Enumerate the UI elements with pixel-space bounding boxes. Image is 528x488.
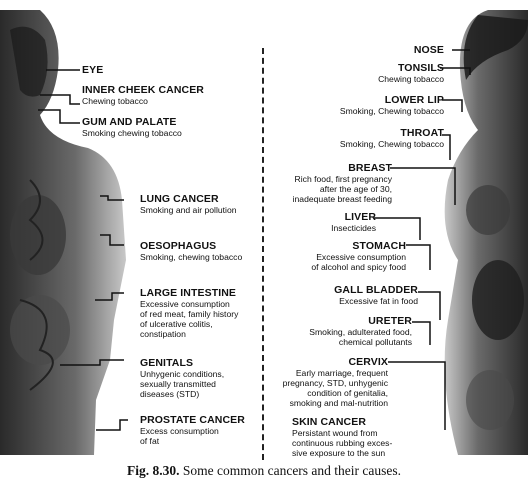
label-title: THROAT [400, 127, 444, 139]
label-cause: Excessive consumption of red meat, family history of ulcerative colitis, constipation [140, 299, 239, 339]
label-title: GUM AND PALATE [82, 116, 177, 128]
label-title: TONSILS [397, 62, 444, 74]
label-cause: Smoking, Chewing tobacco [339, 106, 444, 116]
label-lower-lip [340, 94, 444, 116]
label-nose [414, 44, 444, 56]
label-cause: Excessive consumption of alcohol and spicy food [311, 252, 406, 272]
label-title: LIVER [344, 211, 376, 223]
label-throat [340, 127, 444, 149]
label-large-intestine [140, 287, 238, 339]
label-title: LUNG CANCER [140, 193, 219, 205]
label-cause: Early marriage, frequent pregnancy, STD, unhygenic condition of genitalia, smoking and mal-nutrition [282, 368, 388, 408]
caption-figure-number: Fig. 8.30. [126, 463, 180, 478]
label-title: INNER CHEEK CANCER [82, 84, 204, 96]
label-title: GALL BLADDER [334, 284, 418, 296]
label-title: BREAST [348, 162, 392, 174]
label-cause: Smoking, chewing tobacco [140, 252, 243, 262]
label-title: STOMACH [352, 240, 406, 252]
label-title: OESOPHAGUS [140, 240, 217, 252]
label-genitals [140, 357, 224, 399]
label-title: SKIN CANCER [292, 416, 367, 428]
label-cause: Smoking, Chewing tobacco [339, 139, 444, 149]
label-lung-cancer [140, 193, 237, 215]
label-title: CERVIX [348, 356, 388, 368]
label-cervix [283, 356, 388, 408]
label-cause: Insecticides [331, 223, 376, 233]
label-gum-and-palate [82, 116, 182, 138]
caption-text: Some common cancers and their causes. [182, 463, 402, 478]
divider [262, 48, 264, 460]
label-title: EYE [82, 64, 104, 76]
label-cause: Smoking, adulterated food, chemical pollutants [309, 327, 412, 347]
label-inner-cheek-cancer [82, 84, 204, 106]
label-tonsils [378, 62, 444, 84]
label-title: GENITALS [140, 357, 194, 369]
label-title: PROSTATE CANCER [140, 414, 245, 426]
label-cause: Smoking chewing tobacco [82, 128, 182, 138]
label-skin-cancer [292, 416, 392, 458]
label-cause: Persistant wound from continuous rubbing exces- sive exposure to the sun [292, 428, 393, 458]
label-cause: Excess consumption of fat [140, 426, 219, 446]
label-cause: Chewing tobacco [378, 74, 444, 84]
label-gall-bladder [334, 284, 418, 306]
label-liver [331, 211, 376, 233]
label-title: NOSE [413, 44, 444, 56]
label-eye [82, 64, 103, 76]
label-cause: Excessive fat in food [339, 296, 418, 306]
label-title: LARGE INTESTINE [140, 287, 237, 299]
label-prostate-cancer [140, 414, 245, 446]
figure-caption [0, 463, 528, 479]
label-cause: Smoking and air pollution [140, 205, 237, 215]
label-ureter [309, 315, 412, 347]
label-breast [293, 162, 392, 204]
label-stomach [311, 240, 406, 272]
label-cause: Rich food, first pregnancy after the age of 30, inadequate breast feeding [292, 174, 392, 204]
label-oesophagus [140, 240, 242, 262]
label-cause: Chewing tobacco [82, 96, 148, 106]
label-cause: Unhygenic conditions, sexually transmitted diseases (STD) [140, 369, 225, 399]
label-title: URETER [368, 315, 412, 327]
label-title: LOWER LIP [384, 94, 444, 106]
